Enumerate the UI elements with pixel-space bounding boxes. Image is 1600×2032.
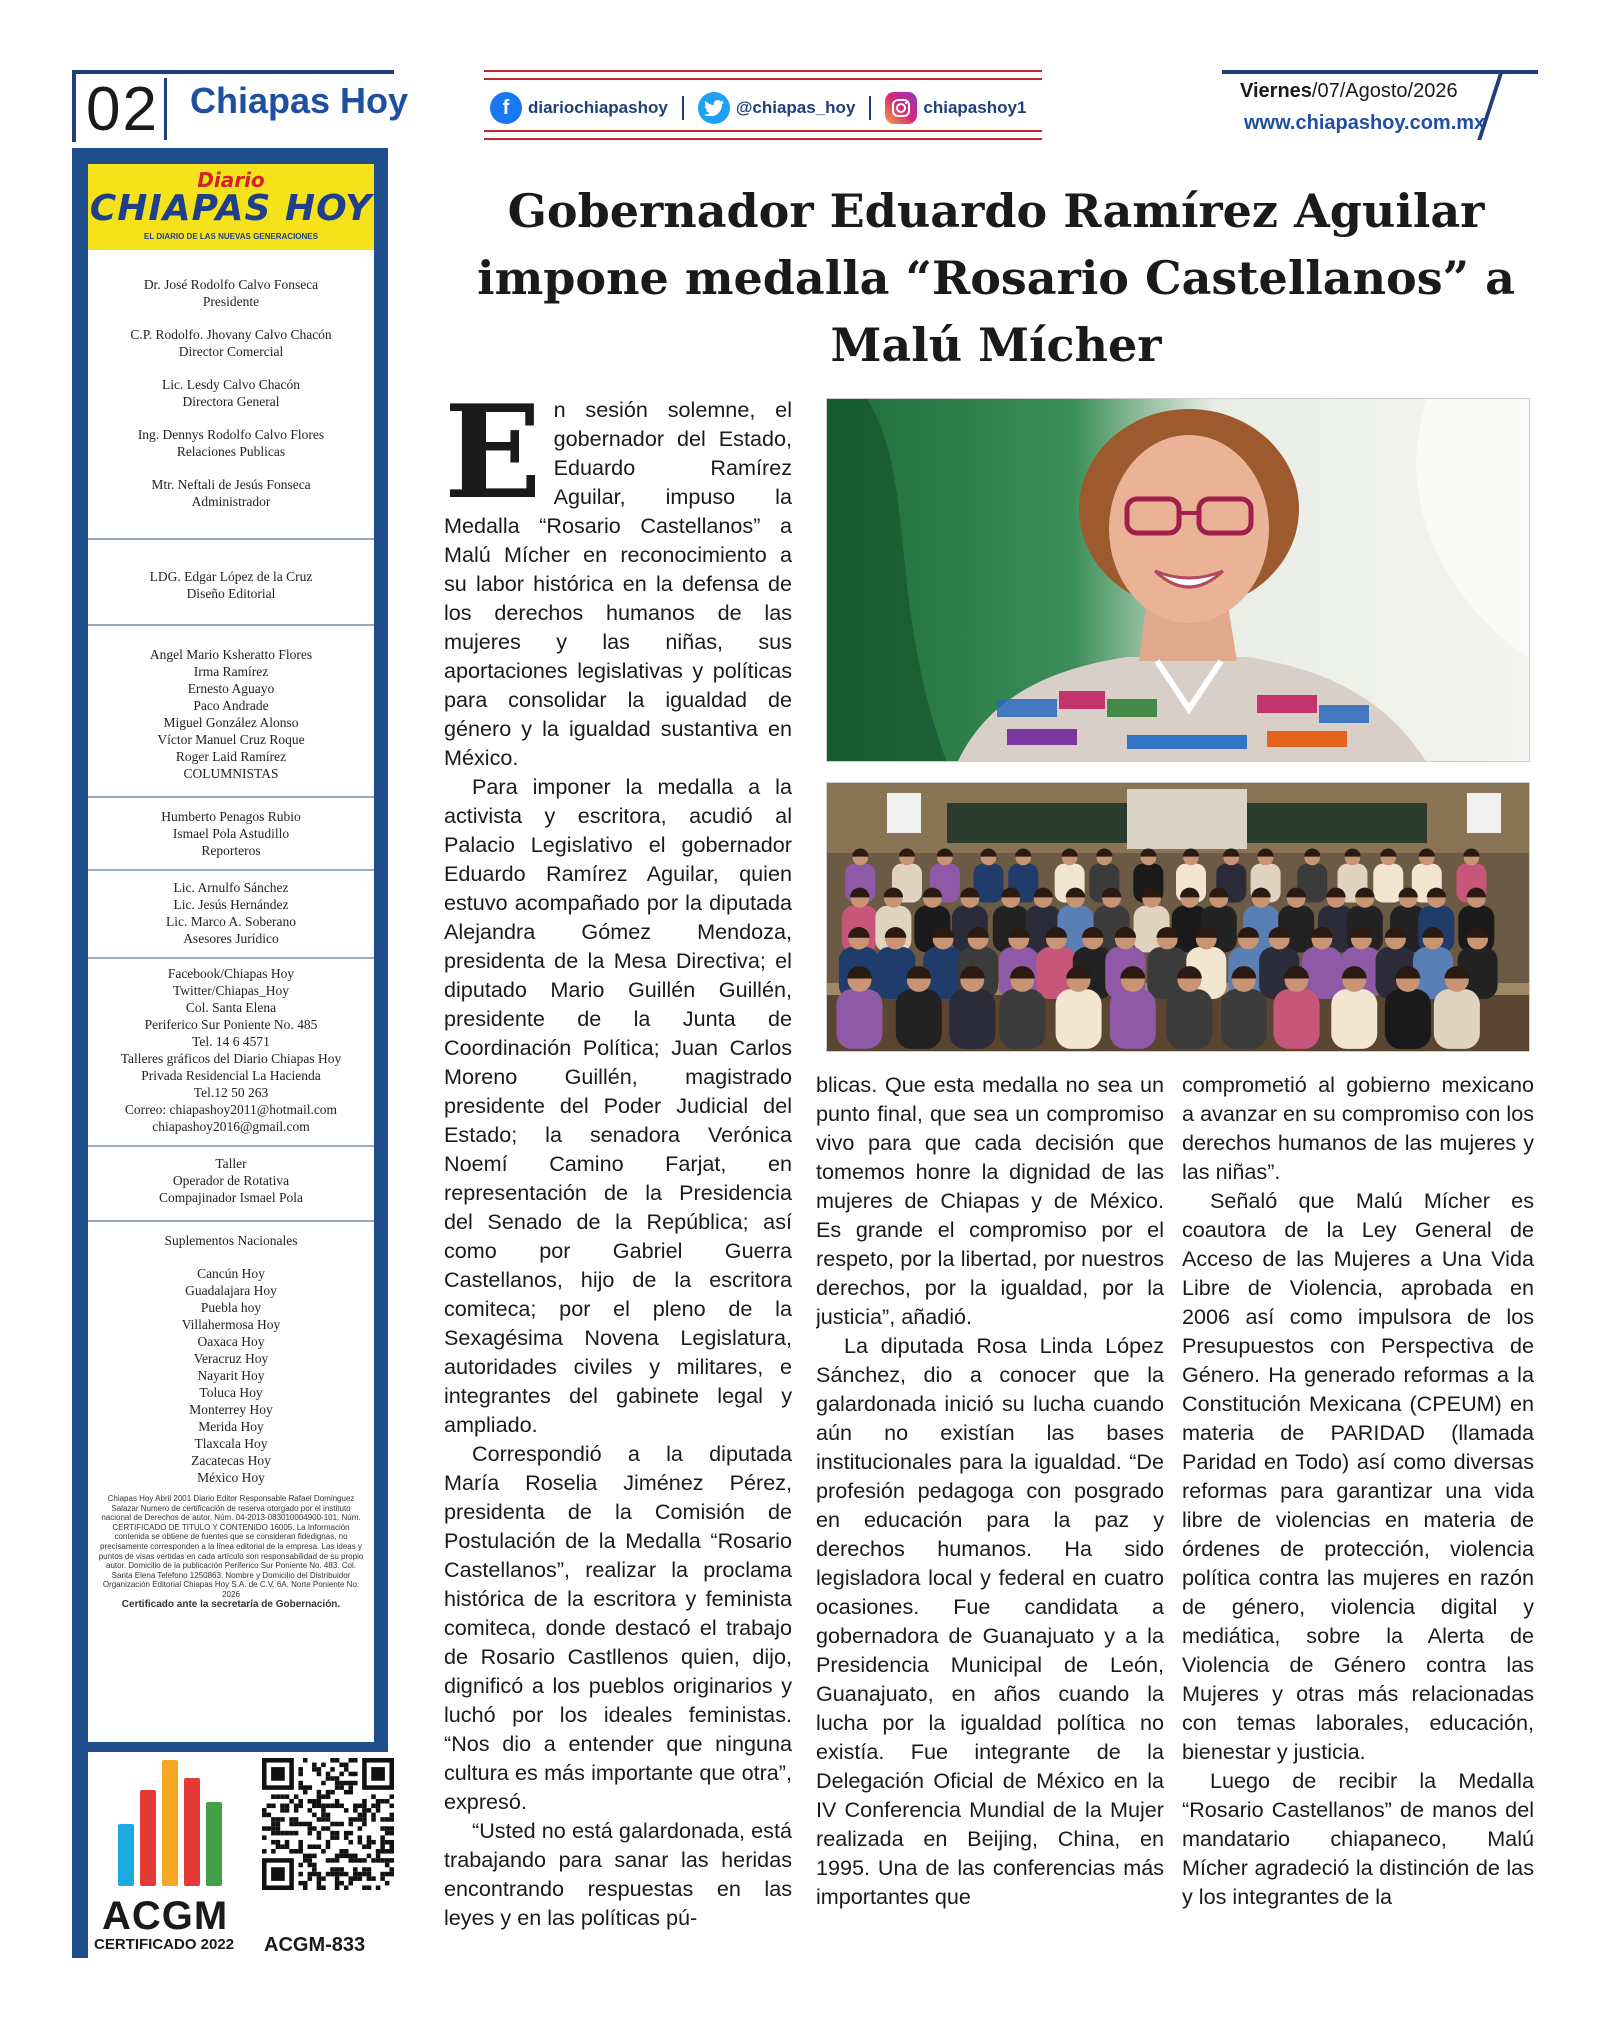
staff-entry bbox=[88, 326, 374, 360]
legal-notice bbox=[96, 1494, 366, 1609]
staff-line: Taller bbox=[215, 1156, 247, 1171]
instagram-handle: chiapashoy1 bbox=[923, 98, 1027, 117]
staff-line: Paco Andrade bbox=[193, 698, 269, 713]
staff-line: Privada Residencial La Hacienda bbox=[141, 1068, 321, 1083]
staff-divider bbox=[88, 957, 374, 959]
cert-code: ACGM-833 bbox=[264, 1934, 366, 1956]
staff-line: Puebla hoy bbox=[200, 1300, 262, 1315]
social-rule-top bbox=[484, 70, 1042, 80]
staff-line: Periferico Sur Poniente No. 485 bbox=[144, 1017, 318, 1032]
staff-line: Ing. Dennys Rodolfo Calvo Flores bbox=[137, 427, 325, 442]
staff-line: Ernesto Aguayo bbox=[187, 681, 275, 696]
newspaper-logo bbox=[88, 164, 374, 250]
article-column-2 bbox=[816, 1070, 1164, 1934]
staff-line: Operador de Rotativa bbox=[172, 1173, 290, 1188]
article-headline: Gobernador Eduardo Ramírez Aguilar impone medalla “Rosario Castellanos” a Malú Mícher bbox=[477, 184, 1515, 372]
staff-line: Col. Santa Elena bbox=[185, 1000, 277, 1015]
article-paragraph: blicas. Que esta medalla no sea un punto final, que sea un compromiso vivo para que cada decisión que tomemos honre la dignidad de las mujeres de Chiapas y de México. Es grande el compromiso por el respeto, por la libertad, por nuestros derechos, por la igualdad, por la justicia”, añadió. bbox=[816, 1072, 1164, 1329]
staff-line: Facebook/Chiapas Hoy bbox=[167, 966, 295, 981]
cert-year: CERTIFICADO 2022 bbox=[94, 1936, 235, 1953]
staff-entry bbox=[88, 276, 374, 310]
staff-divider bbox=[88, 1145, 374, 1147]
article-paragraph: comprometió al gobierno mexicano a avanzar en su compromiso con los derechos humanos de las mujeres y las niñas”. bbox=[1182, 1072, 1534, 1184]
portrait-photo bbox=[826, 398, 1530, 762]
staff-line: Suplementos Nacionales bbox=[164, 1233, 298, 1248]
staff-line: Administrador bbox=[191, 494, 271, 509]
staff-line: Villahermosa Hoy bbox=[181, 1317, 281, 1332]
staff-line: Ismael Pola Astudillo bbox=[172, 826, 290, 841]
section-title: Chiapas Hoy bbox=[190, 80, 409, 121]
staff-line: Reporteros bbox=[201, 843, 261, 858]
logo-diario: Diario bbox=[197, 168, 265, 192]
twitter-handle: @chiapas_hoy bbox=[735, 98, 856, 117]
staff-line: Humberto Penagos Rubio bbox=[161, 809, 301, 824]
staff-line: Compajinador Ismael Pola bbox=[159, 1190, 303, 1205]
staff-line: Toluca Hoy bbox=[199, 1385, 263, 1400]
logo-name: CHIAPAS HOY bbox=[89, 188, 373, 229]
staff-line: Nayarit Hoy bbox=[197, 1368, 265, 1383]
staff-line: Relaciones Publicas bbox=[176, 444, 286, 459]
staff-entry bbox=[88, 476, 374, 510]
staff-line: Diseño Editorial bbox=[186, 586, 276, 601]
staff-line: Angel Mario Ksheratto Flores bbox=[149, 647, 313, 662]
instagram-link[interactable] bbox=[885, 92, 1026, 124]
article-paragraph: Luego de recibir la Medalla “Rosario Castellanos” de manos del mandatario chiapaneco, Malú Mícher agradeció la distinción de las y los integrantes de la bbox=[1182, 1768, 1534, 1909]
staff-line: LDG. Edgar López de la Cruz bbox=[149, 569, 313, 584]
twitter-bird-icon bbox=[698, 92, 730, 124]
page-number: 02 bbox=[86, 75, 159, 144]
staff-line: Correo: chiapashoy2011@hotmail.com bbox=[124, 1102, 338, 1117]
staff-line: Monterrey Hoy bbox=[189, 1402, 273, 1417]
date-rule bbox=[1222, 70, 1538, 74]
drop-cap: E bbox=[444, 395, 542, 528]
social-links-bar bbox=[490, 88, 1040, 128]
article-paragraph: La diputada Rosa Linda López Sánchez, dio a conocer que la galardonada inició su lucha cuando aún no existían las bases institucionales para la igualdad. “De profesión pedagoga con posgrado en educación para la paz y derechos humanos. Ha sido legisladora local y federal en cuatro ocasiones. Fue candidata a gobernadora de Guanajuato y a la Presidencia Municipal de León, Guanajuato, en años cuando la lucha por la igualdad política no existía. Fue integrante de la Delegación Oficial de México en la IV Conferencia Mundial de la Mujer realizada en Beijing, China, en 1995. Una de las conferencias más importantes que bbox=[816, 1333, 1164, 1909]
twitter-link[interactable] bbox=[698, 92, 856, 124]
website-link[interactable]: www.chiapashoy.com.mx bbox=[1244, 112, 1486, 134]
staff-line: Twitter/Chiapas_Hoy bbox=[172, 983, 290, 998]
staff-entry bbox=[88, 426, 374, 460]
staff-line: Cancún Hoy bbox=[197, 1266, 265, 1281]
staff-line: Asesores Jurídico bbox=[183, 931, 279, 946]
staff-line: Presidente bbox=[202, 294, 260, 309]
qr-code-icon[interactable] bbox=[262, 1758, 394, 1890]
masthead-panel bbox=[88, 164, 374, 1742]
group-photo bbox=[826, 782, 1530, 1052]
facebook-icon: f bbox=[490, 92, 522, 124]
cert-name: ACGM bbox=[102, 1894, 229, 1938]
staff-divider bbox=[88, 1220, 374, 1222]
article-paragraph: “Usted no está galardonada, está trabajando para sanar las heridas encontrando respuestas en las leyes y en las políticas pú- bbox=[444, 1818, 792, 1930]
staff-line: C.P. Rodolfo. Jhovany Calvo Chacón bbox=[130, 327, 332, 342]
staff-divider bbox=[88, 796, 374, 798]
columnists-list bbox=[88, 646, 374, 782]
supplements-list bbox=[88, 1265, 374, 1486]
legal-advisors-list bbox=[88, 879, 374, 947]
legal-text: Chiapas Hoy Abril 2001 Diario Editor Responsable Rafael Dominguez Salazar Numero de certificación de reserva otorgado por el instituto nacional de Derechos de autor. Núm. 04-2013-083010004900-101. Núm. CERTIFICADO DE TITULO Y CONTENIDO 16005. La Información contenida se obtiene de fuentes que se consideran fidedignas, no precisamente corresponden a la línea editorial de la empresa. Las ideas y puntos de visas vertidas en cada artículo son responsabilidad de su propio autor. Domicilio de la publicación Periferico Sur Poniente No. 483. Col. Santa Elena Telefono 1250863. Nombre y Domicilio del Distribuidor Organización Editorial Chiapas Hoy S.A. de C.V. 6A. Norte Poniente No. 2026 bbox=[98, 1494, 364, 1599]
staff-line: Oaxaca Hoy bbox=[197, 1334, 265, 1349]
issue-date-rest: /07/Agosto/2026 bbox=[1311, 80, 1458, 102]
staff-line: Director Comercial bbox=[178, 344, 284, 359]
contact-info bbox=[88, 965, 374, 1135]
article-paragraph: n sesión solemne, el gobernador del Estado, Eduardo Ramírez Aguilar, impuso la Medalla “Rosario Castellanos” a Malú Mícher en reconocimiento a su labor histórica en la defensa de los derechos humanos de las mujeres y las niñas, sus aportaciones legislativas y políticas para consolidar la igualdad de género y la igualdad sustantiva en México. bbox=[444, 397, 792, 770]
staff-line: Tel. 14 6 4571 bbox=[192, 1034, 270, 1049]
staff-line: Dr. José Rodolfo Calvo Fonseca bbox=[143, 277, 319, 292]
staff-divider bbox=[88, 624, 374, 626]
staff-line: Lic. Lesdy Calvo Chacón bbox=[162, 377, 300, 392]
social-divider bbox=[682, 96, 684, 120]
staff-line: Directora General bbox=[182, 394, 280, 409]
staff-line: Lic. Jesús Hernández bbox=[173, 897, 289, 912]
legal-certification: Certificado ante la secretaría de Gobernación. bbox=[121, 1598, 341, 1610]
issue-weekday: Viernes bbox=[1240, 80, 1312, 102]
staff-line: COLUMNISTAS bbox=[183, 766, 279, 781]
staff-line: Talleres gráficos del Diario Chiapas Hoy bbox=[120, 1051, 342, 1066]
staff-line: Guadalajara Hoy bbox=[185, 1283, 277, 1298]
staff-line: chiapashoy2016@gmail.com bbox=[152, 1119, 310, 1134]
staff-line: Lic. Marco A. Soberano bbox=[165, 914, 297, 929]
reporters-list bbox=[88, 808, 374, 859]
staff-line: Roger Laid Ramírez bbox=[175, 749, 287, 764]
staff-line: Irma Ramírez bbox=[193, 664, 269, 679]
staff-line: Tel.12 50 263 bbox=[193, 1085, 269, 1100]
supplements-title bbox=[88, 1232, 374, 1249]
workshop-credits bbox=[88, 1155, 374, 1206]
staff-line: Zacatecas Hoy bbox=[191, 1453, 271, 1468]
staff-entry bbox=[88, 376, 374, 410]
page-number-divider bbox=[164, 78, 167, 140]
staff-line: Merida Hoy bbox=[198, 1419, 264, 1434]
logo-tagline: EL DIARIO DE LAS NUEVAS GENERACIONES bbox=[144, 232, 318, 241]
staff-line: Tlaxcala Hoy bbox=[194, 1436, 268, 1451]
design-credit bbox=[88, 568, 374, 602]
facebook-handle: diariochiapashoy bbox=[528, 98, 668, 117]
staff-line: Lic. Arnulfo Sánchez bbox=[173, 880, 289, 895]
instagram-icon bbox=[885, 92, 917, 124]
social-divider bbox=[869, 96, 871, 120]
article-paragraph: Correspondió a la diputada María Roselia Jiménez Pérez, presidenta de la Comisión de Postulación de la Medalla “Rosario Castellanos”, realizar la proclama histórica de la escritora y feminista comiteca, donde destacó el trabajo de Rosario Castllenos quien, dijo, dignificó a los pueblos originarios y luchó por los ideales feministas. “Nos dio a entender que ninguna cultura es más importante que otra”, expresó. bbox=[444, 1441, 792, 1814]
staff-divider bbox=[88, 538, 374, 540]
facebook-link[interactable] bbox=[490, 92, 668, 124]
article-paragraph: Señaló que Malú Mícher es coautora de la Ley General de Acceso de las Mujeres a Una Vida Libre de Violencia, aprobada en 2006 así como impulsora de los Presupuestos con Perspectiva de Género. Ha generado reformas a la Constitución Mexicana (CPEUM) en materia de PARIDAD (llamada Paridad en Todo) así como diversas reformas para garantizar una vida libre de violencias en materia de órdenes de protección, violencia política contra las mujeres en razón de género, violencia digital y mediática, sobre la Alerta de Violencia de Género contra las Mujeres y otras más relacionadas con temas laborales, educación, bienestar y justicia. bbox=[1182, 1188, 1534, 1764]
staff-line: Miguel González Alonso bbox=[163, 715, 299, 730]
certification-block bbox=[88, 1752, 388, 1958]
masthead-sidebar bbox=[72, 148, 388, 1958]
article-paragraph: Para imponer la medalla a la activista y escritora, acudió al Palacio Legislativo el gobernador Eduardo Ramírez Aguilar, quien estuvo acompañado por la diputada Alejandra Gómez Mendoza, presidenta de la Mesa Directiva; el diputado Mario Guillén Guillén, presidente de la Junta de Coordinación Política; Juan Carlos Moreno Guillén, magistrado presidente del Poder Judicial del Estado; la senadora Verónica Noemí Camino Farjat, en representación de la Presidencia del Senado de la República; así como por Gabriel Guerra Castellanos, hijo de la escritora comiteca; por el pleno de la Sexagésima Novena Legislatura, autoridades civiles y militares, e integrantes del gabinete legal y ampliado. bbox=[444, 774, 792, 1437]
social-rule-bottom bbox=[484, 130, 1042, 140]
issue-date bbox=[1240, 80, 1458, 103]
article-column-3 bbox=[1182, 1070, 1534, 1934]
article-column-1 bbox=[444, 395, 792, 1935]
acgm-logo-icon bbox=[106, 1754, 236, 1894]
staff-line: Víctor Manuel Cruz Roque bbox=[157, 732, 305, 747]
staff-line: Veracruz Hoy bbox=[193, 1351, 269, 1366]
staff-line: Mtr. Neftali de Jesús Fonseca bbox=[151, 477, 311, 492]
staff-line: México Hoy bbox=[197, 1470, 265, 1485]
staff-divider bbox=[88, 869, 374, 871]
